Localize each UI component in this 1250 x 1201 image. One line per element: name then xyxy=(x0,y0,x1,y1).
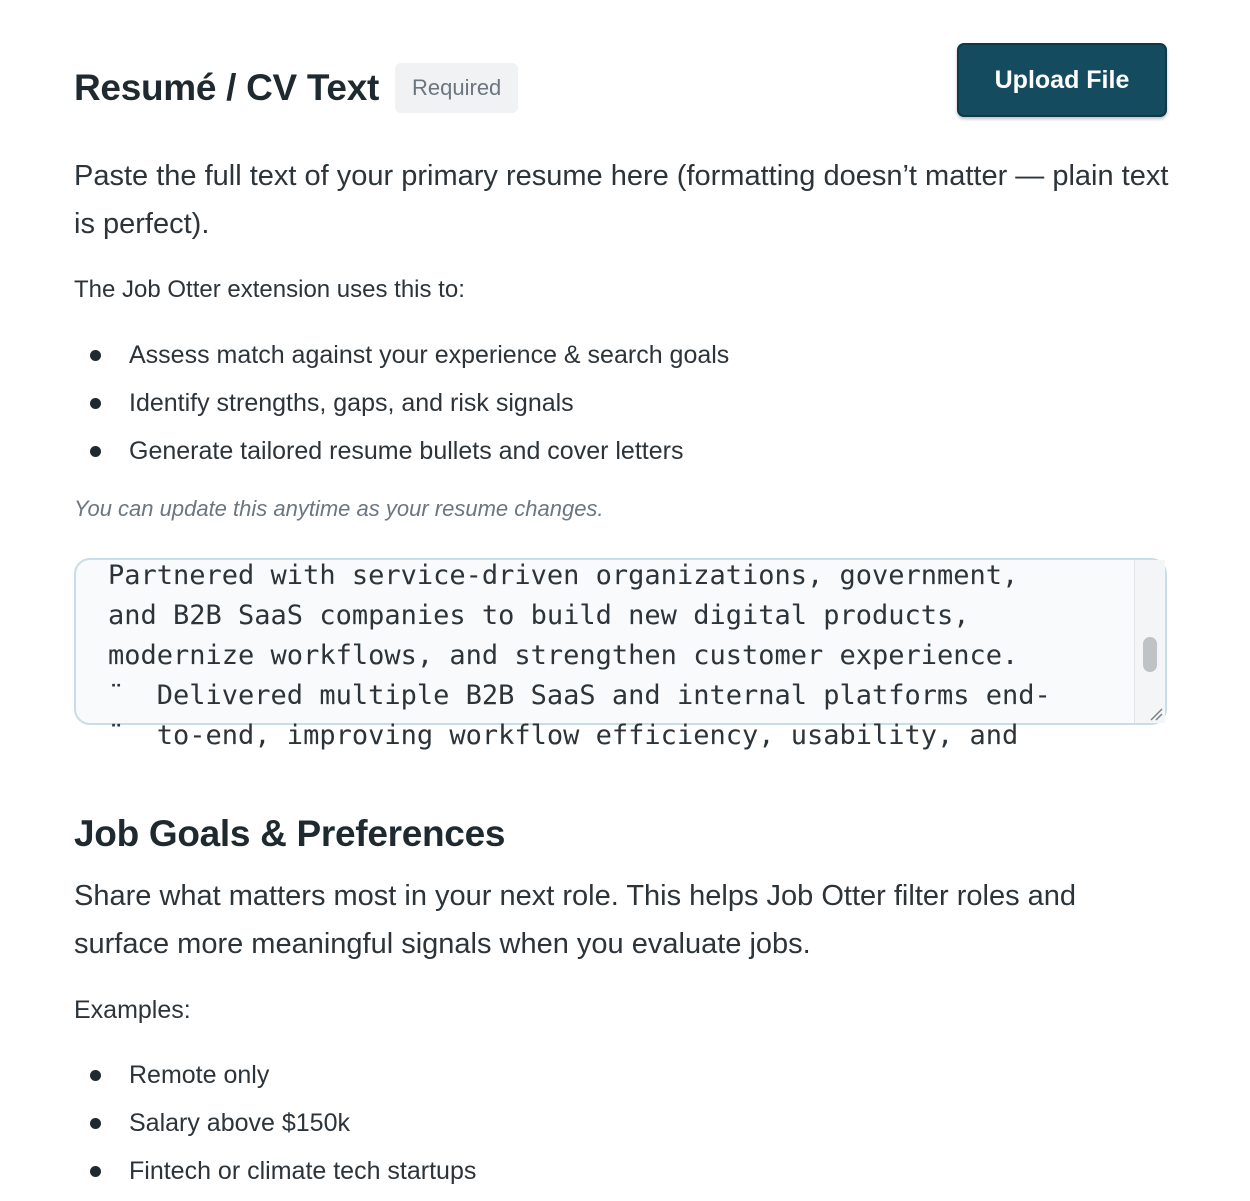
goals-intro-text: Share what matters most in your next role. This helps Job Otter filter roles and surface more meaningful signals when you evaluate jobs. xyxy=(74,880,1077,960)
upload-file-button[interactable]: Upload File xyxy=(957,43,1167,117)
bullet-dot-icon xyxy=(90,1166,101,1177)
resume-section-header xyxy=(74,62,518,114)
uses-label: The Job Otter extension uses this to: xyxy=(74,276,465,303)
required-badge: Required xyxy=(395,63,518,113)
goals-section-title: Job Goals & Preferences xyxy=(74,813,506,854)
resume-text-field[interactable] xyxy=(74,558,1167,751)
list-item xyxy=(74,385,729,433)
list-item xyxy=(74,1057,476,1105)
textarea-scrollbar[interactable] xyxy=(1134,560,1165,723)
scrollbar-thumb[interactable] xyxy=(1143,637,1157,672)
bullet-dot-icon xyxy=(90,446,101,457)
uses-list xyxy=(74,337,729,481)
examples-label: Examples: xyxy=(74,996,191,1024)
list-item-label: Remote only xyxy=(129,1061,270,1089)
bullet-dot-icon xyxy=(90,1070,101,1081)
list-item-label: Salary above $150k xyxy=(129,1109,350,1137)
bullet-dot-icon xyxy=(90,398,101,409)
resume-section-title: Resumé / CV Text xyxy=(74,67,380,108)
list-item-label: Assess match against your experience & search goals xyxy=(129,341,730,369)
resume-intro-text: Paste the full text of your primary resume here (formatting doesn’t matter — plain text is perfect). xyxy=(74,160,1169,240)
list-item-label: Identify strengths, gaps, and risk signals xyxy=(129,389,574,417)
resize-handle-icon[interactable] xyxy=(1147,705,1163,721)
list-item xyxy=(74,1153,476,1201)
resume-text-content[interactable]: Partnered with service-driven organizations, government, and B2B SaaS companies to build new digital products, modernize workflows, and strengthen customer experience. ¨ Delivered multiple B2B SaaS and internal platforms end- ¨ to-end, improving workflow efficiency, usability, and xyxy=(108,560,1051,751)
list-item-label: Fintech or climate tech startups xyxy=(129,1157,477,1185)
bullet-dot-icon xyxy=(90,1118,101,1129)
list-item xyxy=(74,1105,476,1153)
examples-list xyxy=(74,1057,476,1201)
list-item xyxy=(74,337,729,385)
update-note: You can update this anytime as your resume changes. xyxy=(74,496,604,521)
bullet-dot-icon xyxy=(90,350,101,361)
list-item-label: Generate tailored resume bullets and cover letters xyxy=(129,437,684,465)
list-item xyxy=(74,433,729,481)
